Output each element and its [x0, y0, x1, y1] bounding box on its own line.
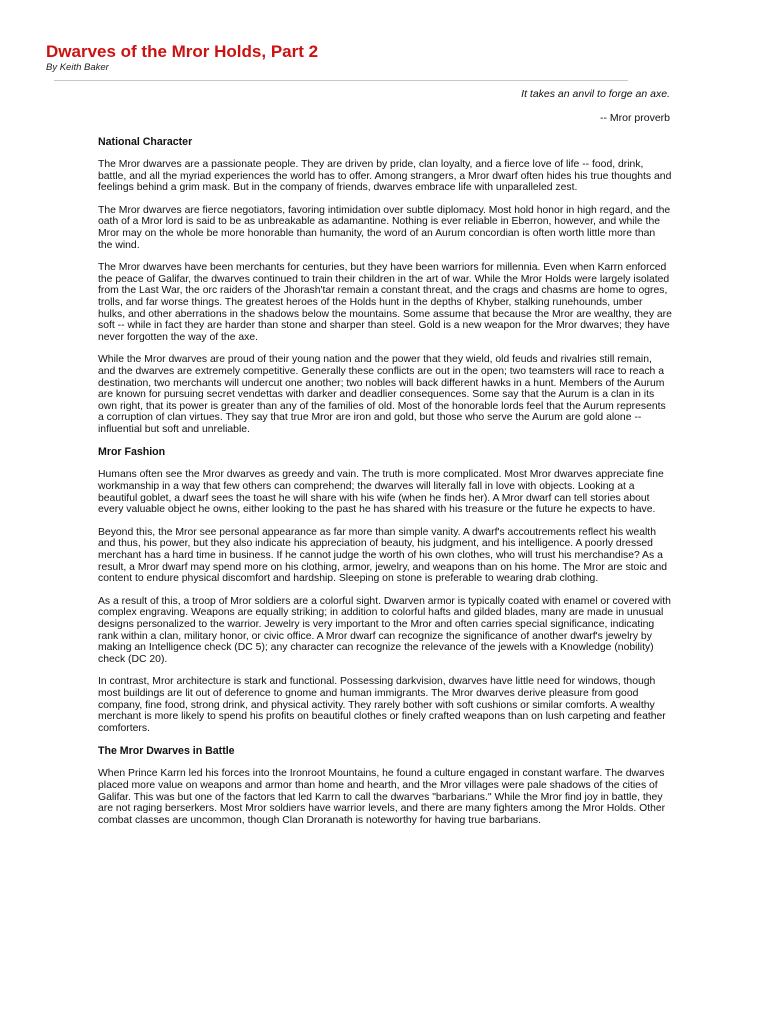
section-mror-in-battle	[98, 745, 672, 826]
section-mror-fashion	[98, 446, 672, 734]
paragraph: In contrast, Mror architecture is stark and functional. Possessing darkvision, dwarves have little need for windows, though most buildings are lit out of deference to gnome and human immigrants. The Mror dwarves derive pleasure from good company, fine food, strong drink, and physical activity. They rarely bother with soft cushions or similar comforts. A wealthy merchant is more likely to spend his profits on beautiful clothes or finely crafted weapons than on lush carpeting and feather comforters.	[98, 676, 666, 734]
article-byline: By Keith Baker	[46, 62, 109, 73]
paragraph: Humans often see the Mror dwarves as greedy and vain. The truth is more complicated. Most Mror dwarves appreciate fine workmanship in a way that few others can comprehend; the dwarves will literally fall in love with objects. Looking at a beautiful goblet, a dwarf sees the toast he will share with his wife (when he finds her). A Mror dwarf can tell stories about every valuable object he owns, either looking to the past he has shared with his treasure or the future he expects to have.	[98, 469, 664, 516]
paragraph: As a result of this, a troop of Mror soldiers are a colorful sight. Dwarven armor is typically coated with enamel or covered with complex engraving. Weapons are equally striking; in addition to colorful hafts and gilded blades, many are made in unusual designs personalized to the warrior. Jewelry is very important to the Mror and often carries special significance, indicating rank within a clan, military honor, or civic office. A Mror dwarf can recognize the significance of another dwarf's jewelry by making an Intelligence check (DC 5); any character can recognize the relevance of the jewels with a Knowledge (nobility) check (DC 20).	[98, 595, 671, 665]
epigraph	[521, 88, 670, 125]
article-title: Dwarves of the Mror Holds, Part 2	[46, 42, 319, 61]
paragraph: When Prince Karrn led his forces into the Ironroot Mountains, he found a culture engaged in constant warfare. The dwarves placed more value on weapons and armor than home and hearth, and the Mror villages were pale shadows of the cities of Galifar. This was but one of the factors that led Karrn to call the dwarves "barbarians." While the Mror find joy in battle, they are not raging berserkers. Most Mror soldiers have warrior levels, and there are many fighters among the Mror Holds. Other combat classes are uncommon, though Clan Droranath is noteworthy for having true barbarians.	[98, 768, 666, 826]
header-divider	[54, 80, 628, 81]
epigraph-source: -- Mror proverb	[599, 112, 670, 124]
paragraph: The Mror dwarves are fierce negotiators, favoring intimidation over subtle diplomacy. Most hold honor in high regard, and the oath of a Mror lord is said to be as unbreakable as adamantine. Nothing is ever reliable in Eberron, however, and while the Mror may on the whole be more honorable than humanity, the word of an Aurum concordian is often worth little more than the wind.	[98, 204, 671, 251]
paragraph: The Mror dwarves have been merchants for centuries, but they have been warriors for millennia. Even when Karrn enforced the peace of Galifar, the dwarves continued to train their children in the art of war. While the Mror Holds were largely isolated from the Last War, the orc raiders of the Jhorash'tar remain a constant threat, and the crags and chasms are home to ogres, trolls, and far worse things. The greatest heroes of the Holds hunt in the depths of Khyber, stalking runehounds, umber hulks, and other aberrations in the shadows below the mountains. Some assume that because the Mror are wealthy, they are soft -- while in fact they are harder than stone and sharper than steel. Gold is a new weapon for the Mror dwarves; they have never forgotten the way of the axe.	[98, 262, 672, 343]
epigraph-quote: It takes an anvil to forge an axe.	[521, 88, 670, 100]
section-national-character	[98, 136, 672, 435]
paragraph: While the Mror dwarves are proud of their young nation and the power that they wield, old feuds and rivalries still remain, and the dwarves are extremely competitive. Generally these conflicts are out in the open; two teamsters will race to reach a destination, two merchants will undercut one another; two nobles will back different hawks in a hunt. Members of the Aurum are known for pursuing secret vendettas with darker and deadlier consequences. Some say that the Aurum is a clan in its own right, that its power is greater than any of the families of old. Most of the honorable lords feel that the Aurum represents a corruption of clan virtues. They say that true Mror are iron and gold, but those who serve the Aurum are gold alone -- influential but soft and unreliable.	[98, 354, 666, 435]
section-heading: Mror Fashion	[98, 446, 166, 459]
paragraph: The Mror dwarves are a passionate people. They are driven by pride, clan loyalty, and a fierce love of life -- food, drink, battle, and all the myriad experiences the world has to offer. Among strangers, a Mror dwarf often hides his true thoughts and feelings behind a grim mask. But in the company of friends, dwarves embrace life with unparalleled zest.	[98, 159, 672, 194]
paragraph: Beyond this, the Mror see personal appearance as far more than simple vanity. A dwarf's accoutrements reflect his wealth and thus, his power, but they also indicate his appreciation of beauty, his judgment, and his intelligence. A poorly dressed merchant has a hard time in business. If he cannot judge the worth of his own clothes, who will trust his merchandise? As a result, a Mror dwarf may spend more on his clothing, armor, jewelry, and weapons than on his home. The Mror are stoic and content to endure physical discomfort and hardship. Sleeping on stone is preferable to wearing drab clothing.	[98, 526, 668, 585]
section-heading: National Character	[98, 136, 193, 148]
section-heading: The Mror Dwarves in Battle	[98, 745, 235, 758]
article-body	[98, 136, 672, 837]
